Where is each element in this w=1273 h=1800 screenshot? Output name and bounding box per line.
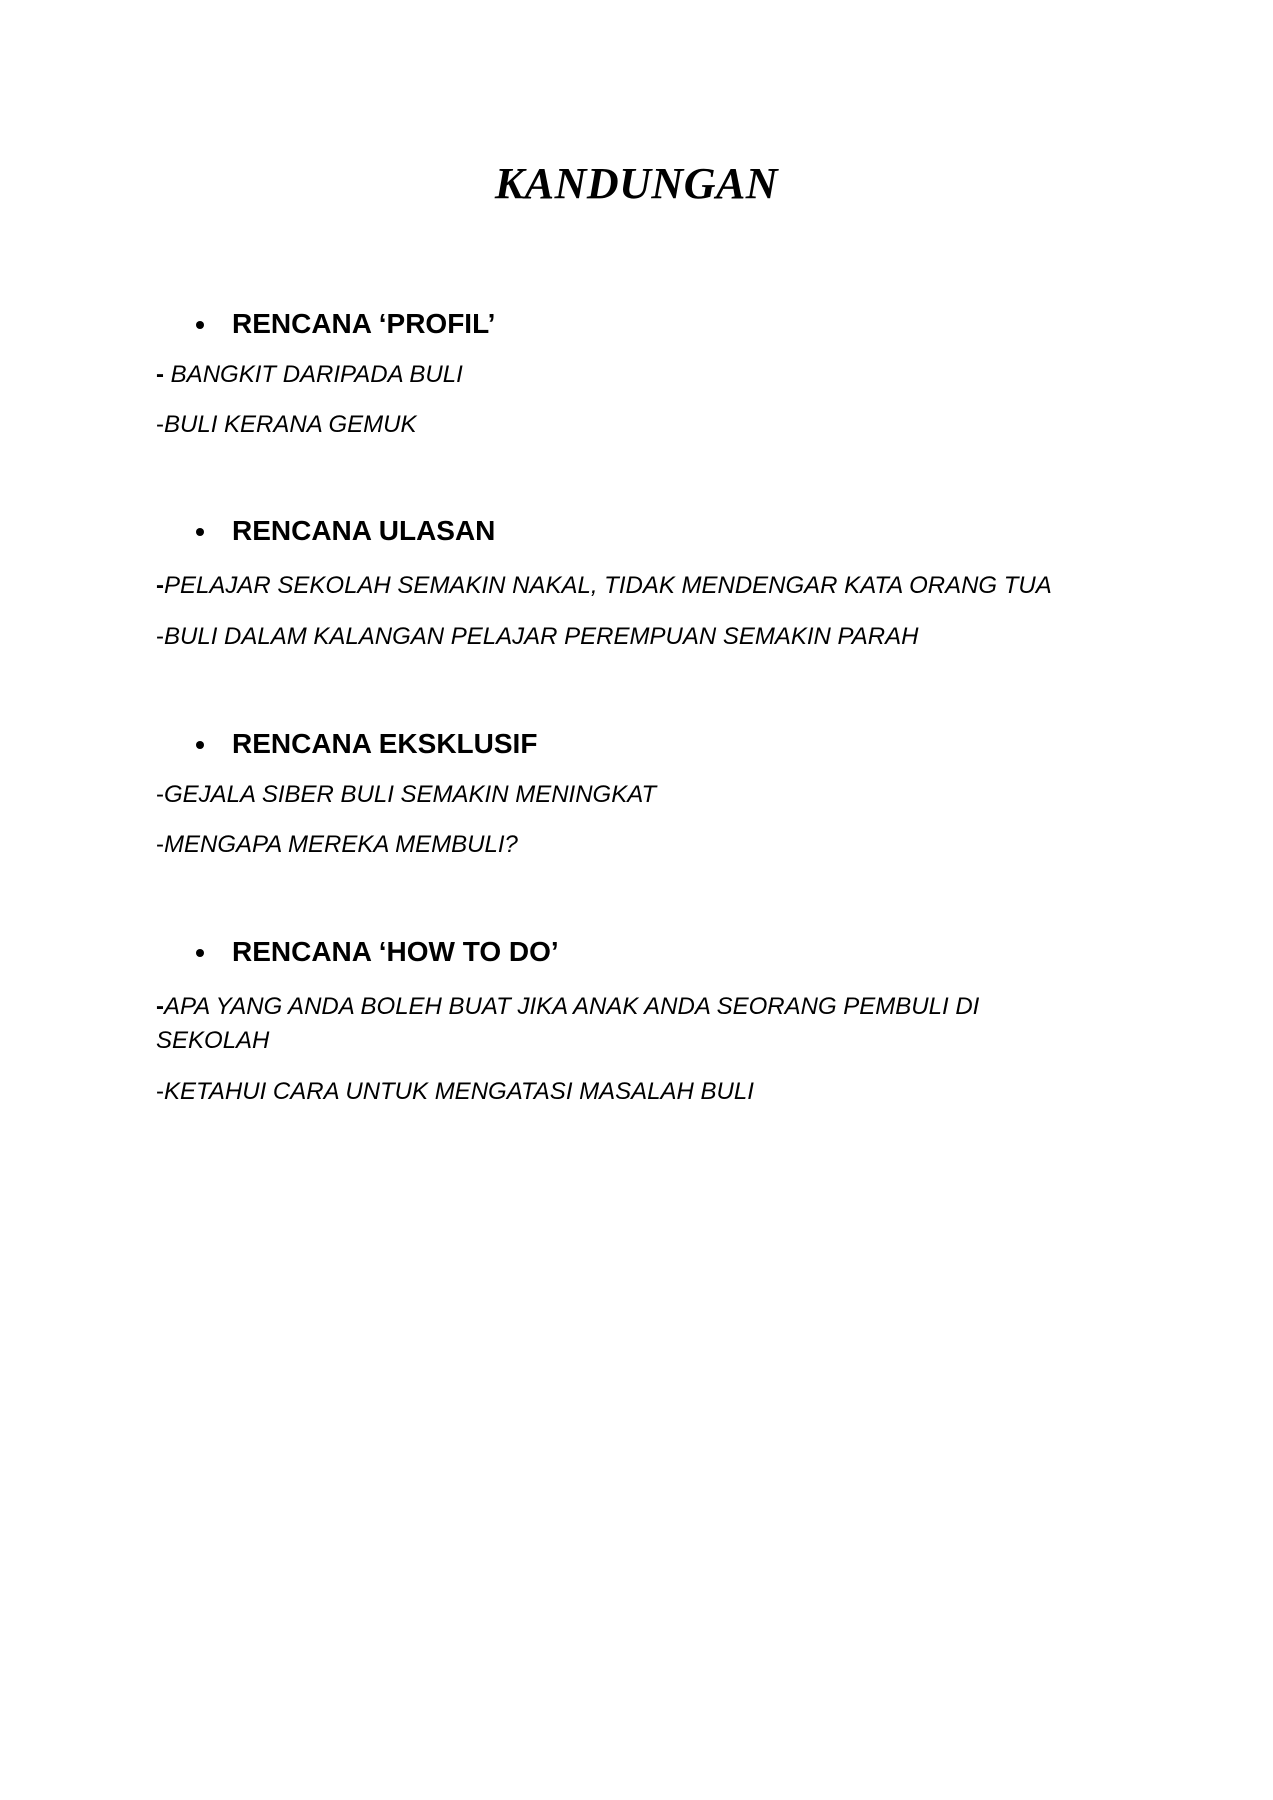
item-dash: -: [156, 993, 164, 1020]
item-dash: -: [156, 781, 164, 808]
item-dash: -: [156, 411, 164, 438]
list-item: [156, 778, 1146, 812]
list-item: [156, 569, 1146, 603]
item-dash: -: [156, 831, 164, 858]
section-heading: [0, 304, 1273, 344]
item-dash: -: [156, 361, 171, 388]
page-title: KANDUNGAN: [494, 159, 779, 208]
section-heading: [0, 932, 1273, 972]
item-text: PELAJAR SEKOLAH SEMAKIN NAKAL, TIDAK MENDENGAR KATA ORANG TUA: [164, 572, 1052, 599]
section-profil: [0, 304, 1273, 344]
bullet-icon: [196, 528, 204, 536]
item-text: BANGKIT DARIPADA BULI: [170, 361, 463, 388]
section-heading: [0, 511, 1273, 551]
list-item: [156, 990, 1076, 1058]
bullet-icon: [196, 741, 204, 749]
item-dash: -: [156, 572, 164, 599]
item-text: APA YANG ANDA BOLEH BUAT JIKA ANAK ANDA SEORANG PEMBULI DI SEKOLAH: [156, 993, 980, 1054]
item-text: KETAHUI CARA UNTUK MENGATASI MASALAH BULI: [164, 1078, 754, 1105]
section-ulasan: [0, 511, 1273, 551]
section-heading-text: RENCANA ‘PROFIL’: [232, 308, 496, 339]
section-heading-text: RENCANA ULASAN: [232, 515, 496, 546]
section-heading-text: RENCANA EKSKLUSIF: [232, 728, 538, 759]
bullet-icon: [196, 949, 204, 957]
section-heading: [0, 724, 1273, 764]
section-eksklusif: [0, 724, 1273, 764]
item-text: BULI DALAM KALANGAN PELAJAR PEREMPUAN SEMAKIN PARAH: [164, 623, 919, 650]
item-text: MENGAPA MEREKA MEMBULI?: [164, 831, 518, 858]
section-heading-text: RENCANA ‘HOW TO DO’: [232, 936, 559, 967]
item-dash: -: [156, 623, 164, 650]
list-item: [156, 828, 1146, 862]
list-item: [156, 620, 1146, 654]
list-item: [156, 358, 1146, 392]
item-text: BULI KERANA GEMUK: [164, 411, 417, 438]
item-dash: -: [156, 1078, 164, 1105]
list-item: [156, 1075, 1146, 1109]
section-how-to-do: [0, 932, 1273, 972]
list-item: [156, 408, 1146, 442]
bullet-icon: [196, 321, 204, 329]
item-text: GEJALA SIBER BULI SEMAKIN MENINGKAT: [164, 781, 657, 808]
